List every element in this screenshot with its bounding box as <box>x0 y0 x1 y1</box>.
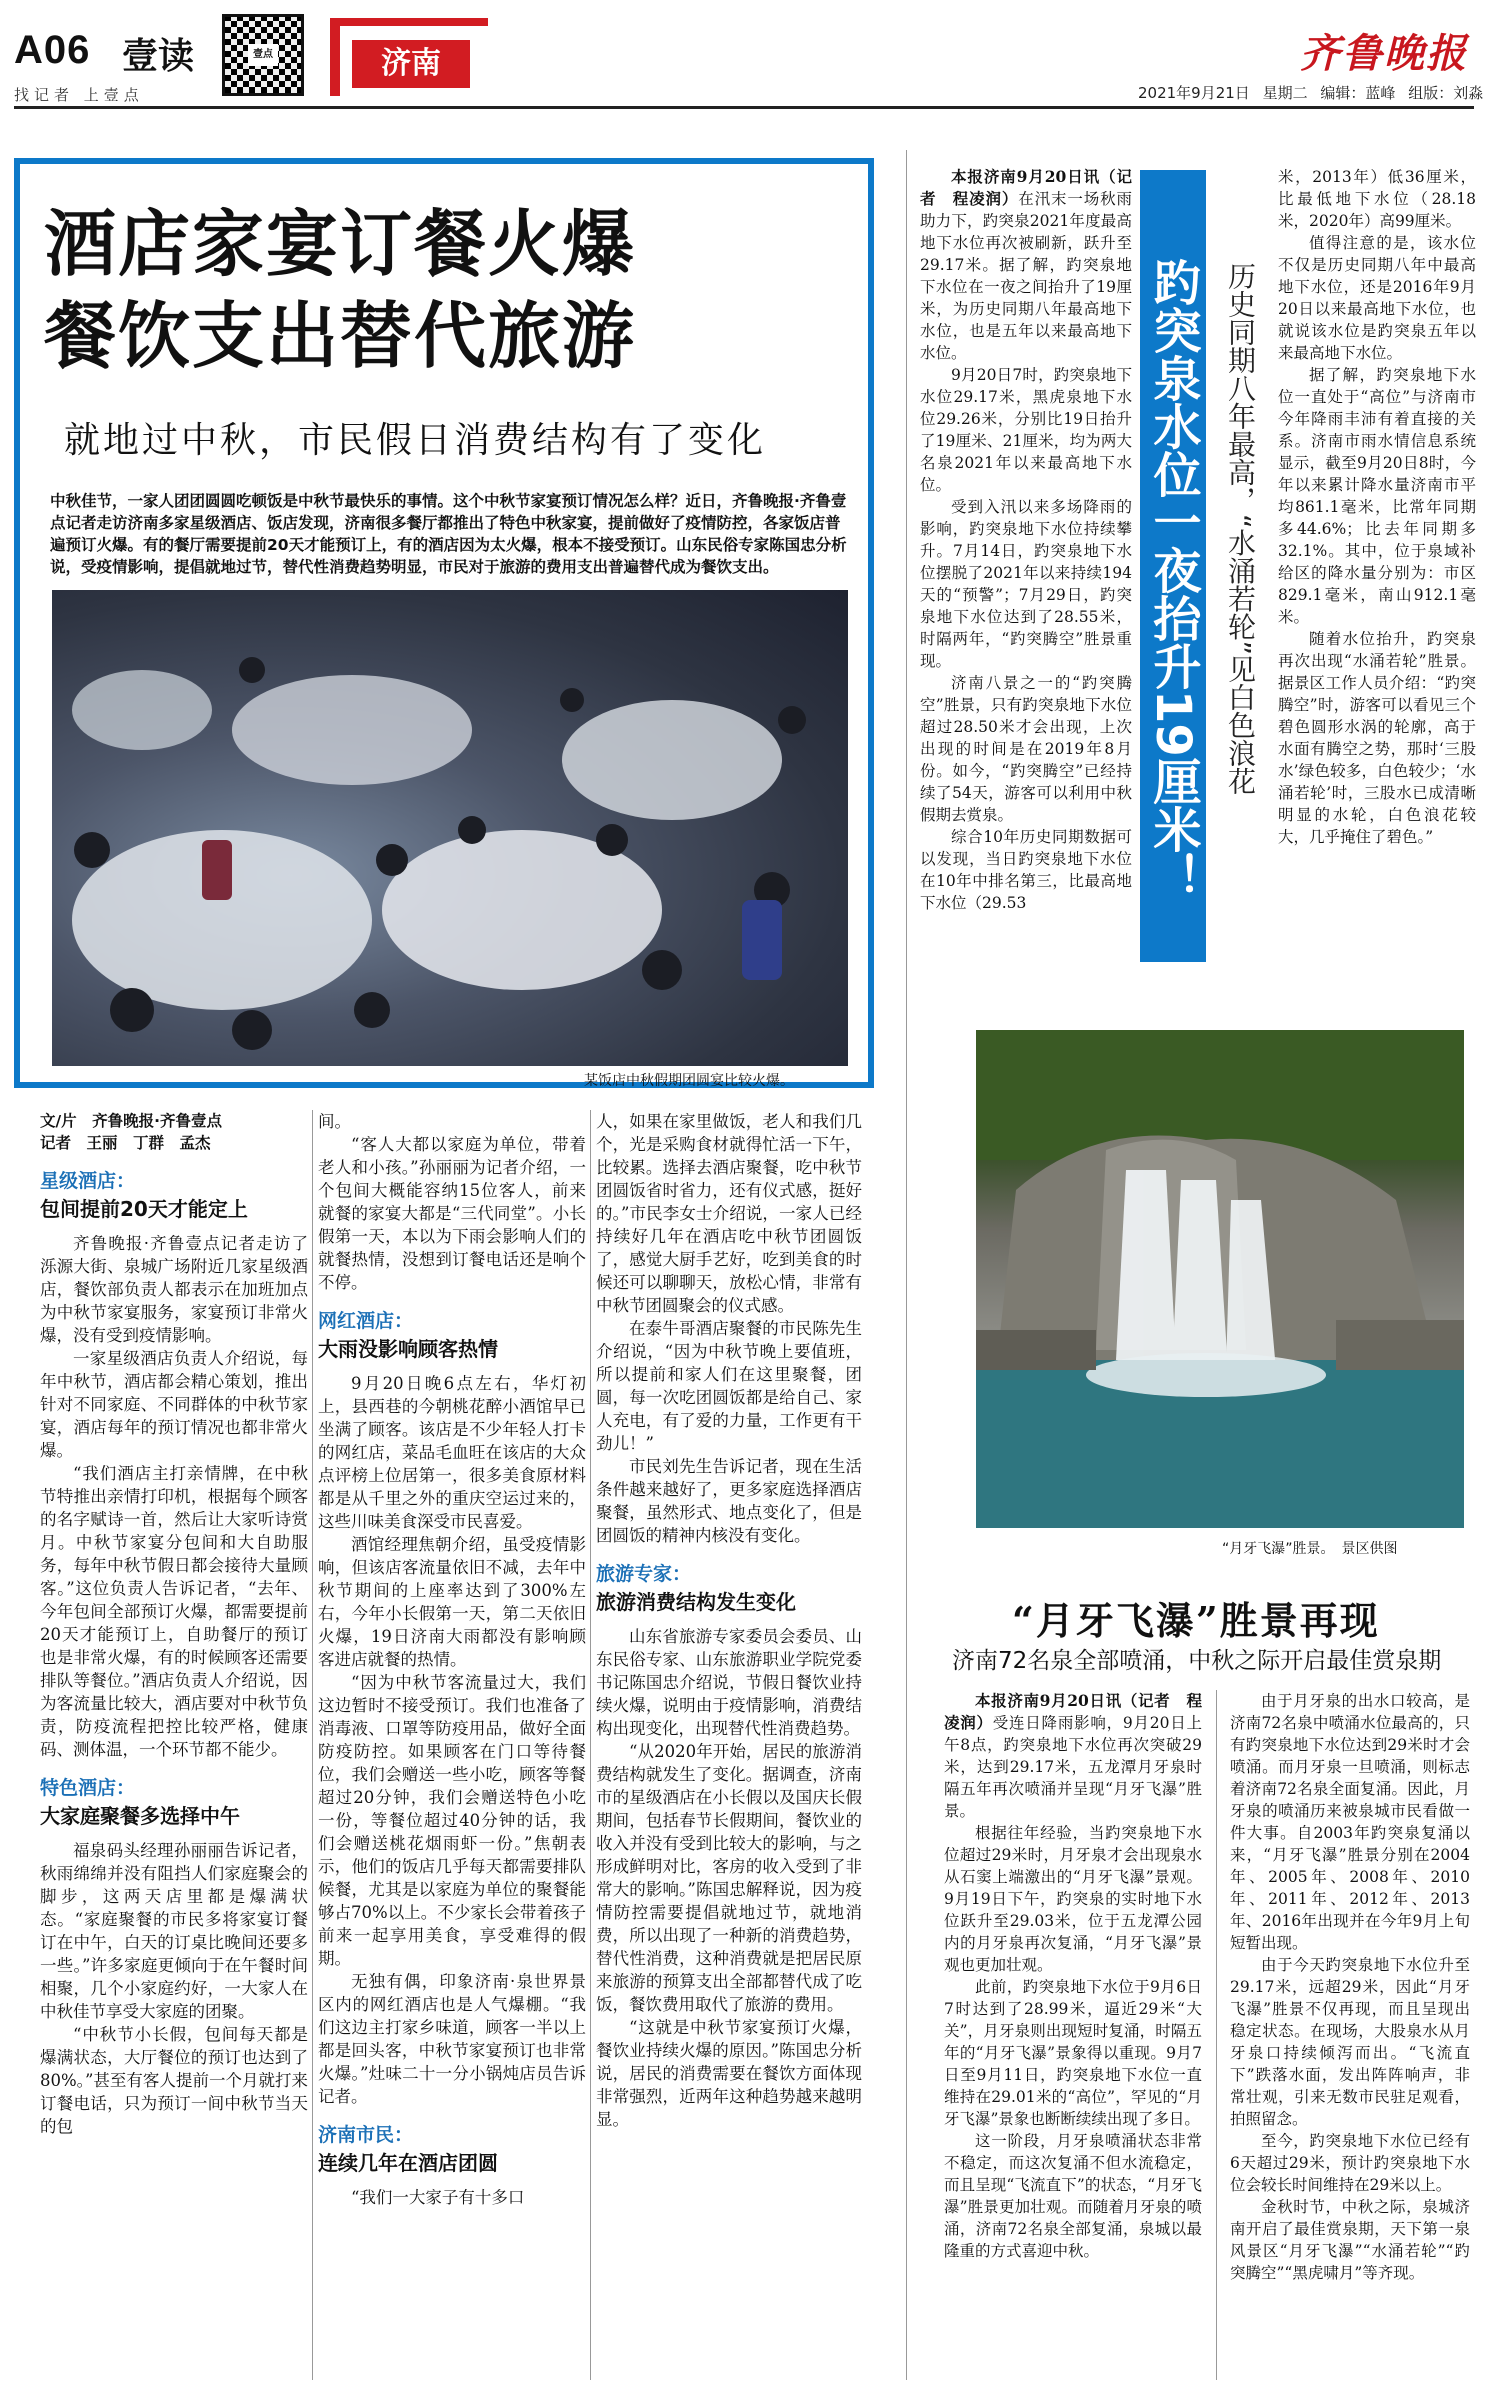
paragraph: 齐鲁晚报·齐鲁壹点记者走访了泺源大街、泉城广场附近几家星级酒店，餐饮部负责人都表示在加班加点为中秋节家宴服务，家宴预订非常火爆，没有受到疫情影响。 <box>40 1234 308 1345</box>
subtitle-citizens: 连续几年在酒店团圆 <box>318 2151 498 2175</box>
paragraph: 这一阶段，月牙泉喷涌状态非常不稳定，而这次复涌不但水流稳定，而且呈现“飞流直下”的状态，“月牙飞瀑”胜景更加壮观。而随着月牙泉的喷涌，济南72名泉全部复涌，泉城以最隆重的方式喜迎中秋。 <box>944 2132 1202 2260</box>
waterfall-story-column-2 <box>1230 1690 1470 2284</box>
subtitle-tourism-expert: 旅游消费结构发生变化 <box>596 1590 796 1614</box>
paragraph: 受到入汛以来多场降雨的影响，趵突泉地下水位持续攀升。7月14日，趵突泉地下水位摆脱了2021年以来持续194天的“预警”；7月29日，趵突泉地下水位达到了28.55米，时隔两年，“趵突腾空”胜景重现。 <box>920 498 1132 670</box>
banquet-photo-art <box>52 590 848 1066</box>
story-column-3 <box>596 1110 862 2131</box>
spring-headline-banner: 趵突泉水位一夜抬升19厘米！ <box>1140 170 1206 962</box>
city-tab <box>330 18 488 96</box>
paragraph: 金秋时节，中秋之际，泉城济南开启了最佳赏泉期，天下第一泉风景区“月牙飞瀑”“水涌若轮”“趵突腾空”“黑虎啸月”等齐现。 <box>1230 2198 1470 2282</box>
spring-story-column-1 <box>920 166 1132 914</box>
header-divider <box>14 106 1474 109</box>
paragraph: “客人大都以家庭为单位，带着老人和小孩。”孙丽丽为记者介绍，一个包间大概能容纳15位客人，前来就餐的家宴大都是“三代同堂”。小长假第一天，本以为下雨会影响人们的就餐热情，没想到订餐电话还是响个不停。 <box>318 1135 586 1292</box>
paragraph <box>944 1690 1202 1822</box>
story-column-1 <box>40 1110 308 2138</box>
paragraph: 济南八景之一的“趵突腾空”胜景，只有趵突泉地下水位超过28.50米才会出现，上次出现的时间是在2019年8月份。如今，“趵突腾空”已经持续了54天，游客可以利用中秋假期去赏泉。 <box>920 674 1132 824</box>
paragraph: 综合10年历史同期数据可以发现，当日趵突泉地下水位在10年中排名第三，比最高地下水位（29.53 <box>920 828 1132 912</box>
banquet-photo <box>52 590 848 1066</box>
paragraph: 市民刘先生告诉记者，现在生活条件越来越好了，更多家庭选择酒店聚餐，虽然形式、地点变化了，但是团圆饭的精神内核没有变化。 <box>596 1457 862 1545</box>
paragraph: “因为中秋节客流量过大，我们这边暂时不接受预订。我们也准备了消毒液、口罩等防疫用品，做好全面防疫防控。如果顾客在门口等待餐位，我们会赠送一些小吃，顾客等餐超过20分钟，我们会赠送特色小吃一份，等餐位超过40分钟的话，我们会赠送桃花烟雨虾一份。”焦朝表示，他们的饭店几乎每天都需要排队候餐，尤其是以家庭为单位的聚餐能够占70%以上。不少家长会带着孩子前来一起享用美食，享受难得的假期。 <box>318 1673 586 1968</box>
kicker-tourism-expert: 旅游专家： <box>596 1563 692 1585</box>
issue-date: 2021年9月21日 <box>1138 84 1250 102</box>
kicker-web-hotel: 网红酒店： <box>318 1310 414 1332</box>
subtitle-star-hotel: 包间提前20天才能定上 <box>40 1197 248 1221</box>
page-column-divider <box>906 150 907 2380</box>
headline-line-2: 餐饮支出替代旅游 <box>44 293 637 378</box>
paragraph: 随着水位抬升，趵突泉再次出现“水涌若轮”胜景。据景区工作人员介绍：“趵突腾空”时，游客可以看见三个碧色圆形水涡的轮廓，高于水面有腾空之势，那时‘三股水’绿色较多，白色较少；‘水涌若轮’时，三股水已成清晰明显的水轮，白色浪花较大，几乎掩住了碧色。” <box>1278 630 1476 846</box>
byline-1: 文/片 齐鲁晚报·齐鲁壹点 <box>40 1112 223 1130</box>
paragraph: 根据往年经验，当趵突泉地下水位超过29米时，月牙泉才会出现泉水从石窦上端激出的“月牙飞瀑”景观。9月19日下午，趵突泉的实时地下水位跃升至29.03米，位于五龙潭公园内的月牙泉再次复涌，“月牙飞瀑”景观也更加壮观。 <box>944 1824 1202 1974</box>
paragraph: 9月20日7时，趵突泉地下水位29.17米，黑虎泉地下水位29.26米，分别比19日抬升了19厘米、21厘米，均为两大名泉2021年以来最高地下水位。 <box>920 366 1132 494</box>
lead-text: 受连日降雨影响，9月20日上午8点，趵突泉地下水位再次突破29米，达到29.17米，五龙潭月牙泉时隔五年再次喷涌并呈现“月牙飞瀑”胜景。 <box>944 1714 1202 1820</box>
paragraph: 山东省旅游专家委员会委员、山东民俗专家、山东旅游职业学院党委书记陈国忠介绍说，节假日餐饮业持续火爆，说明由于疫情影响，消费结构出现变化，出现替代性消费趋势。 <box>596 1627 862 1738</box>
column-divider <box>312 1110 313 2380</box>
paragraph: 由于月牙泉的出水口较高，是济南72名泉中喷涌水位最高的，只有趵突泉地下水位达到29米时才会喷涌。而月牙泉一旦喷涌，则标志着济南72名泉全面复涌。因此，月牙泉的喷涌历来被泉城市民看做一件大事。自2003年趵突泉复涌以来，“月牙飞瀑”胜景分别在2004年、2005年、2008年、2010年、2011年、2012年、2013年、2016年出现并在今年9月上旬短暂出现。 <box>1230 1692 1470 1952</box>
spring-story-column-2 <box>1278 166 1476 848</box>
paragraph: 至今，趵突泉地下水位已经有6天超过29米，预计趵突泉地下水位会较长时间维持在29米以上。 <box>1230 2132 1470 2194</box>
story-column-2 <box>318 1110 586 2209</box>
page-number: A06 <box>14 28 91 72</box>
paragraph: “我们酒店主打亲情牌，在中秋节特推出亲情打印机，根据每个顾客的名字赋诗一首，然后让大家听诗赏月。中秋节家宴分包间和大自助服务，每年中秋节假日都会接待大量顾客。”这位负责人告诉记者，“去年、今年包间全部预订火爆，都需要提前20天才能预订上，自助餐厅的预订也是非常火爆，有的时候顾客还需要排队等餐位。”酒店负责人介绍说，因为客流量比较大，酒店要对中秋节负责，防疫流程把控比较严格，健康码、测体温，一个环节都不能少。 <box>40 1464 308 1759</box>
kicker-star-hotel: 星级酒店： <box>40 1170 136 1192</box>
paragraph: 酒馆经理焦朝介绍，虽受疫情影响，但该店客流量依旧不减，去年中秋节期间的上座率达到了300%左右，今年小长假第一天，第二天依旧火爆，19日济南大雨都没有影响顾客进店就餐的热情。 <box>318 1535 586 1669</box>
paragraph: 福泉码头经理孙丽丽告诉记者，秋雨绵绵并没有阻挡人们家庭聚会的脚步，这两天店里都是爆满状态。“家庭聚餐的市民多将家宴订餐订在中午，白天的订桌比晚间还要多一些。”许多家庭更倾向于在午餐时间相聚，几个小家庭约好，一大家人在中秋佳节享受大家庭的团聚。 <box>40 1841 308 2021</box>
paragraph: 一家星级酒店负责人介绍说，每年中秋节，酒店都会精心策划，推出针对不同家庭、不同群体的中秋节家宴，酒店每年的预订情况也都非常火爆。 <box>40 1349 308 1460</box>
main-headline <box>44 198 864 382</box>
column-divider <box>590 1110 591 2380</box>
issue-info <box>1138 82 1483 103</box>
kicker-special-hotel: 特色酒店： <box>40 1777 136 1799</box>
dateline: 本报济南9月20日讯（记者 程凌润） <box>944 1691 1202 1732</box>
waterfall-headline: “月牙飞瀑”胜景再现 <box>1012 1598 1380 1643</box>
banquet-photo-caption: 某饭店中秋假期团圆宴比较火爆。 <box>584 1073 794 1089</box>
issue-layout: 组版：刘淼 <box>1408 84 1484 102</box>
byline-2: 记者 王丽 丁群 孟杰 <box>40 1134 211 1152</box>
issue-editor: 编辑：蓝峰 <box>1320 84 1396 102</box>
waterfall-photo-art <box>976 1030 1464 1528</box>
subtitle-web-hotel: 大雨没影响顾客热情 <box>318 1337 498 1361</box>
paragraph: 人，如果在家里做饭，老人和我们几个，光是采购食材就得忙活一下午，比较累。选择去酒店聚餐，吃中秋节团圆饭省时省力，还有仪式感，挺好的。”市民李女士介绍说，一家人已经持续好几年在酒店吃中秋节团圆饭了，感觉大厨手艺好，吃到美食的时候还可以聊聊天，放松心情，非常有中秋节团圆聚会的仪式感。 <box>596 1112 862 1315</box>
waterfall-subheadline: 济南72名泉全部喷涌，中秋之际开启最佳赏泉期 <box>952 1648 1442 1674</box>
paragraph: 据了解，趵突泉地下水位一直处于“高位”与济南市今年降雨丰沛有着直接的关系。济南市雨水情信息系统显示，截至9月20日8时，今年以来累计降水量济南市平均861.1毫米，比常年同期多44.6%；比去年同期多32.1%。其中，位于泉域补给区的降水量分别为：市区829.1毫米，南山912.1毫米。 <box>1278 366 1476 626</box>
headline-line-1: 酒店家宴订餐火爆 <box>44 201 637 286</box>
paragraph: “从2020年开始，居民的旅游消费结构就发生了变化。据调查，济南市的星级酒店在小长假以及国庆长假期间，包括春节长假期间，餐饮业的收入并没有受到比较大的影响，与之形成鲜明对比，客房的收入受到了非常大的影响。”陈国忠解释说，因为疫情防控需要提倡就地过节，就地消费，所以出现了一种新的消费趋势，替代性消费，这种消费就是把居民原来旅游的预算支出全部都替代成了吃饭，餐饮费用取代了旅游的费用。 <box>596 1742 862 2014</box>
dateline: 本报济南9月20日讯（记者 程凌润） <box>920 167 1132 208</box>
section-name: 壹读 <box>122 35 195 77</box>
paragraph: 由于今天趵突泉地下水位升至29.17米，远超29米，因此“月牙飞瀑”胜景不仅再现，而且呈现出稳定状态。在现场，大股泉水从月牙泉口持续倾泻而出。“飞流直下”跌落水面，发出阵阵响声，非常壮观，引来无数市民驻足观看，拍照留念。 <box>1230 1956 1470 2128</box>
main-subhead: 就地过中秋，市民假日消费结构有了变化 <box>64 420 767 461</box>
subtitle-special-hotel: 大家庭聚餐多选择中午 <box>40 1804 240 1828</box>
lead-text: 在汛末一场秋雨助力下，趵突泉2021年度最高地下水位再次被刷新，跃升至29.17米。据了解，趵突泉地下水位在一夜之间抬升了19厘米，为历史同期八年最高地下水位，也是五年以来最高地下水位。 <box>920 190 1132 362</box>
paragraph <box>920 166 1132 364</box>
paragraph: “我们一大家子有十多口 <box>351 2188 525 2207</box>
paragraph: 9月20日晚6点左右，华灯初上，县西巷的今朝桃花醉小酒馆早已坐满了顾客。该店是不少年轻人打卡的网红店，菜品毛血旺在该店的大众点评榜上位居第一，很多美食原材料都是从千里之外的重庆空运过来的，这些川味美食深受市民喜爱。 <box>318 1374 586 1531</box>
issue-weekday: 星期二 <box>1262 84 1308 102</box>
city-tab-label: 济南 <box>352 40 470 88</box>
paragraph: 在泰牛哥酒店聚餐的市民陈先生介绍说，“因为中秋节晚上要值班，所以提前和家人们在这里聚餐，团圆，每一次吃团圆饭都是给自己、家人充电，有了爱的力量，工作更有干劲儿！” <box>596 1319 862 1453</box>
qr-label: 壹点 <box>248 44 278 66</box>
paragraph: 值得注意的是，该水位不仅是历史同期八年中最高地下水位，还是2016年9月20日以来最高地下水位，也就说该水位是趵突泉五年以来最高地下水位。 <box>1278 234 1476 362</box>
spring-subheadline: 历史同期八年最高，“水涌若轮”见白色浪花 <box>1224 262 1257 796</box>
column-divider <box>1216 1690 1217 2380</box>
main-intro: 中秋佳节，一家人团团圆圆吃顿饭是中秋节最快乐的事情。这个中秋节家宴预订情况怎么样？近日，齐鲁晚报·齐鲁壹点记者走访济南多家星级酒店、饭店发现，济南很多餐厅都推出了特色中秋家宴，提前做好了疫情防控，各家饭店普遍预订火爆。有的餐厅需要提前20天才能预订上，有的酒店因为太火爆，根本不接受预订。山东民俗专家陈国忠分析说，受疫情影响，提倡就地过节，替代性消费趋势明显，市民对于旅游的费用支出普遍替代成为餐饮支出。 <box>50 492 847 576</box>
paragraph: “这就是中秋节家宴预订火爆，餐饮业持续火爆的原因。”陈国忠分析说，居民的消费需要在餐饮方面体现非常强烈，近两年这种趋势越来越明显。 <box>596 2018 862 2129</box>
tagline: 找记者 上壹点 <box>14 86 144 104</box>
waterfall-story-column-1 <box>944 1690 1202 2262</box>
kicker-citizens: 济南市民： <box>318 2124 414 2146</box>
newspaper-logo: 齐鲁晚报 <box>1300 30 1468 77</box>
paragraph: 米，2013年）低36厘米，比最低地下水位（28.18米，2020年）高99厘米。 <box>1278 168 1476 230</box>
waterfall-photo-caption: “月牙飞瀑”胜景。 景区供图 <box>1222 1541 1398 1557</box>
paragraph: 无独有偶，印象济南·泉世界景区内的网红酒店也是人气爆棚。“我们这边主打家乡味道，顾客一半以上都是回头客，中秋节家宴预订也非常火爆。”灶味二十一分小锅炖店员告诉记者。 <box>318 1972 586 2106</box>
paragraph: “中秋节小长假，包间每天都是爆满状态，大厅餐位的预订也达到了80%。”甚至有客人提前一个月就打来订餐电话，只为预订一间中秋节当天的包 <box>40 2025 308 2136</box>
paragraph: 间。 <box>318 1112 351 1131</box>
waterfall-photo <box>976 1030 1464 1528</box>
paragraph: 此前，趵突泉地下水位于9月6日7时达到了28.99米，逼近29米“大关”，月牙泉则出现短时复涌，时隔五年的“月牙飞瀑”景象得以重现。9月7日至9月11日，趵突泉地下水位一直维持在29.01米的“高位”，罕见的“月牙飞瀑”景象也断断续续出现了多日。 <box>944 1978 1202 2128</box>
